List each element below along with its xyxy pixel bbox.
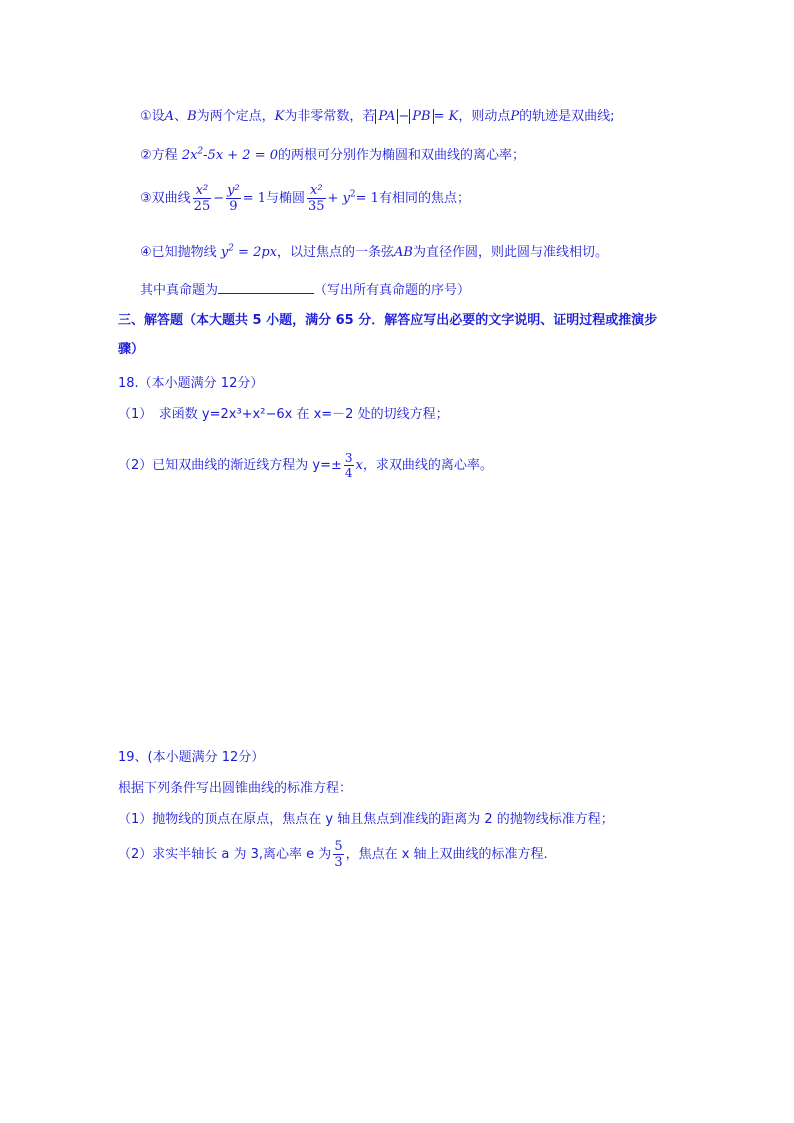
math: = 2px — [238, 245, 277, 260]
proposition-1 — [140, 108, 614, 126]
denominator: 9 — [229, 199, 238, 214]
text: ，以过焦点的一条弦 — [277, 245, 395, 260]
math-K: K — [274, 109, 285, 124]
proposition-2 — [140, 147, 525, 165]
q19-part1: （1）抛物线的顶点在原点，焦点在 y 轴且焦点到准线的距离为 2 的抛物线标准方程； — [118, 812, 614, 827]
text: 方程 — [151, 148, 178, 163]
text: 有相同的焦点； — [378, 191, 470, 206]
math: 2x — [181, 148, 198, 163]
text: （写出所有真命题的序号） — [314, 283, 471, 298]
equation — [182, 148, 278, 163]
section-heading-cont: 骤） — [118, 342, 145, 357]
marker: ① — [140, 109, 152, 124]
text: ，求双曲线的离心率。 — [362, 458, 493, 473]
numerator: 5 — [334, 839, 343, 854]
text: 、 — [174, 109, 188, 124]
math-sup: 2 — [197, 146, 204, 157]
text: （2）已知双曲线的渐近线方程为 y= — [118, 458, 331, 473]
denominator: 4 — [344, 466, 353, 480]
text: 为直径作圆，则此圆与准线相切。 — [412, 245, 608, 260]
marker: ④ — [140, 245, 152, 260]
q19-header: 19、(本小题满分 12分） — [118, 750, 265, 765]
fraction-x2-25 — [193, 183, 212, 214]
math-abs-PA: PA — [375, 109, 398, 124]
proposition-3 — [140, 182, 470, 216]
text: 其中真命题为 — [140, 283, 219, 298]
text: ，则动点 — [458, 109, 511, 124]
q18-header: 18.（本小题满分 12分） — [118, 376, 264, 391]
text: 为两个定点， — [196, 109, 275, 124]
fraction-y2-9 — [226, 183, 241, 214]
math-plusminus: ± — [331, 458, 342, 473]
numerator: x² — [193, 183, 212, 199]
math-eq: = 1 — [242, 191, 266, 206]
fraction-3-4 — [344, 451, 354, 480]
math-x: x — [355, 458, 363, 473]
math-plus-y: + y — [327, 191, 350, 206]
q19-part2 — [118, 837, 548, 873]
text: 的轨迹是双曲线; — [519, 109, 615, 124]
text: 已知抛物线 — [151, 245, 217, 260]
q18-part2 — [118, 449, 493, 483]
text: 与椭圆 — [265, 191, 305, 206]
numerator: y² — [227, 183, 240, 198]
equation — [221, 245, 277, 260]
math-P: P — [510, 109, 520, 124]
math-eq-K: = K — [433, 109, 459, 124]
text: （2）求实半轴长 a 为 3,离心率 e 为 — [118, 847, 332, 862]
q19-intro: 根据下列条件写出圆锥曲线的标准方程： — [118, 781, 353, 796]
math-minus: − — [398, 109, 410, 124]
marker: ③ — [140, 191, 152, 206]
math-A: A — [164, 109, 175, 124]
math: y — [220, 245, 229, 260]
math: -5x + 2 = 0 — [203, 148, 279, 163]
math-eq: = 1 — [355, 191, 379, 206]
q18-part1: （1） 求函数 y=2x³+x²−6x 在 x=－2 处的切线方程； — [118, 407, 449, 422]
marker: ② — [140, 148, 152, 163]
answer-line — [140, 280, 470, 300]
denominator: 3 — [334, 855, 343, 870]
text: ，焦点在 x 轴上双曲线的标准方程. — [345, 847, 548, 862]
denominator: 35 — [308, 199, 325, 214]
answer-blank[interactable] — [218, 280, 314, 294]
numerator: x² — [307, 183, 326, 199]
math-sup: 2 — [228, 243, 234, 254]
text: 双曲线 — [151, 191, 191, 206]
math-B: B — [187, 109, 197, 124]
math-AB: AB — [394, 245, 413, 260]
numerator: 3 — [344, 451, 353, 465]
text: 的两根可分别作为椭圆和双曲线的离心率； — [278, 148, 526, 163]
fraction-x2-35 — [307, 183, 326, 214]
math-minus: − — [213, 191, 225, 206]
section-heading: 三、解答题（本大题共 5 小题，满分 65 分．解答应写出必要的文字说明、证明过程或推演步 — [118, 313, 658, 328]
text: 为非零常数，若 — [284, 109, 376, 124]
math-sup: 2 — [349, 189, 356, 200]
denominator: 25 — [193, 199, 211, 214]
fraction-5-3 — [333, 839, 343, 870]
text: 设 — [151, 109, 165, 124]
math-abs-PB: PB — [409, 109, 433, 124]
proposition-4 — [140, 244, 608, 262]
